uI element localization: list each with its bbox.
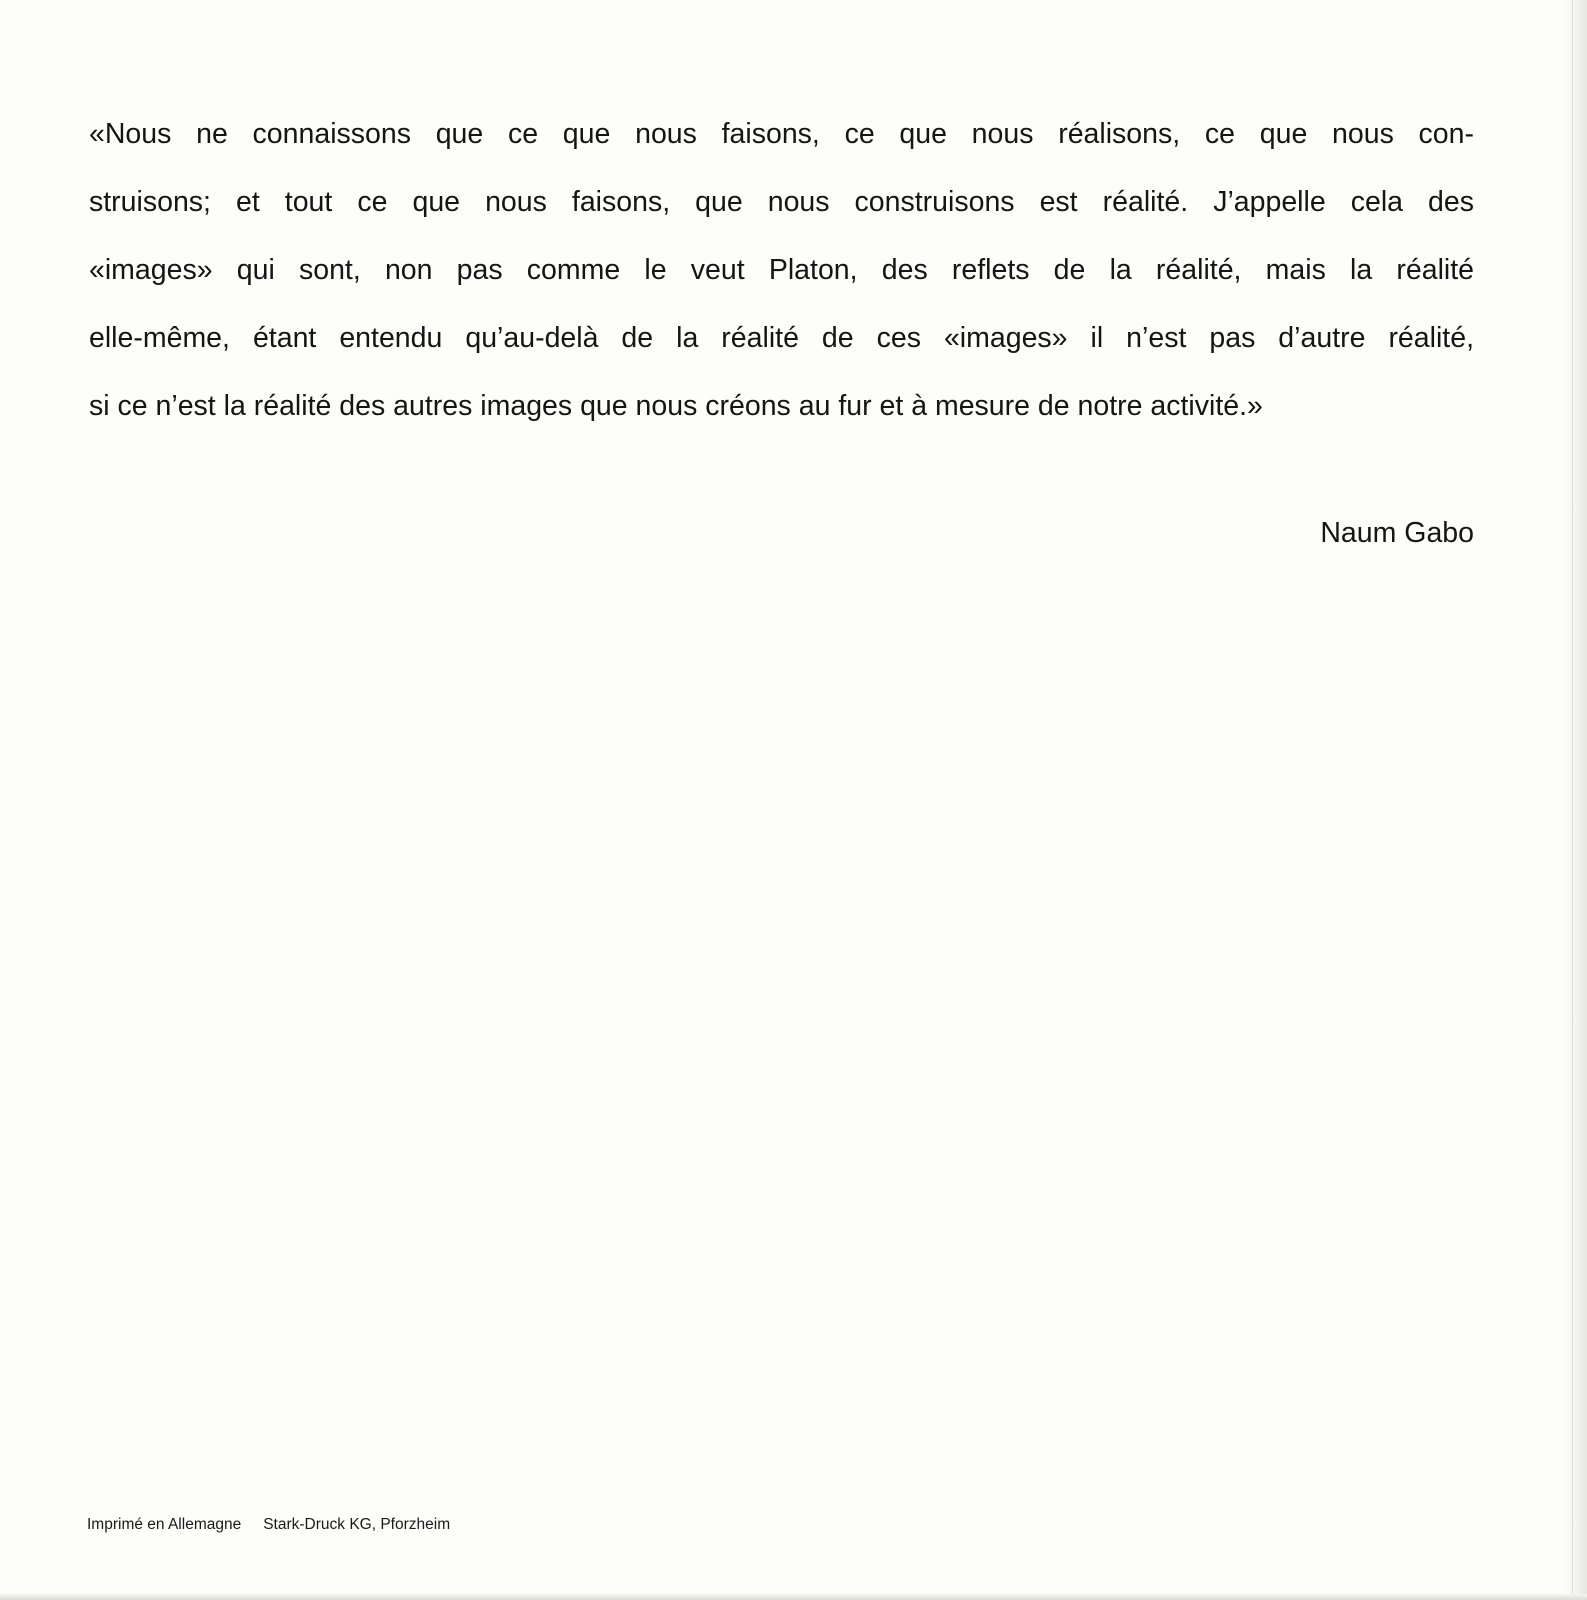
- quote-line: «Nous ne connaissons que ce que nous faisons, ce que nous réalisons, ce que nous con-: [89, 118, 1474, 150]
- quote-line: struisons; et tout ce que nous faisons, que nous construisons est réalité. J’appelle cela des: [89, 186, 1474, 218]
- quote-line: «images» qui sont, non pas comme le veut Platon, des reflets de la réalité, mais la réalité: [89, 254, 1474, 286]
- quote-author: Naum Gabo: [1320, 517, 1474, 549]
- imprint-line: [87, 1516, 450, 1534]
- page-edge-shadow: [1565, 0, 1587, 1600]
- quote-paragraph: [89, 100, 1474, 440]
- imprint-country: Imprimé en Allemagne: [87, 1516, 242, 1533]
- page-fold-line: [1572, 0, 1573, 1600]
- quote-line: elle-même, étant entendu qu’au-delà de la réalité de ces «images» il n’est pas d’autre réalité,: [89, 322, 1474, 354]
- imprint-printer: Stark-Druck KG, Pforzheim: [263, 1516, 451, 1533]
- page-bottom-edge: [0, 1594, 1587, 1600]
- quote-line: si ce n’est la réalité des autres images que nous créons au fur et à mesure de notre activité.»: [89, 390, 1263, 422]
